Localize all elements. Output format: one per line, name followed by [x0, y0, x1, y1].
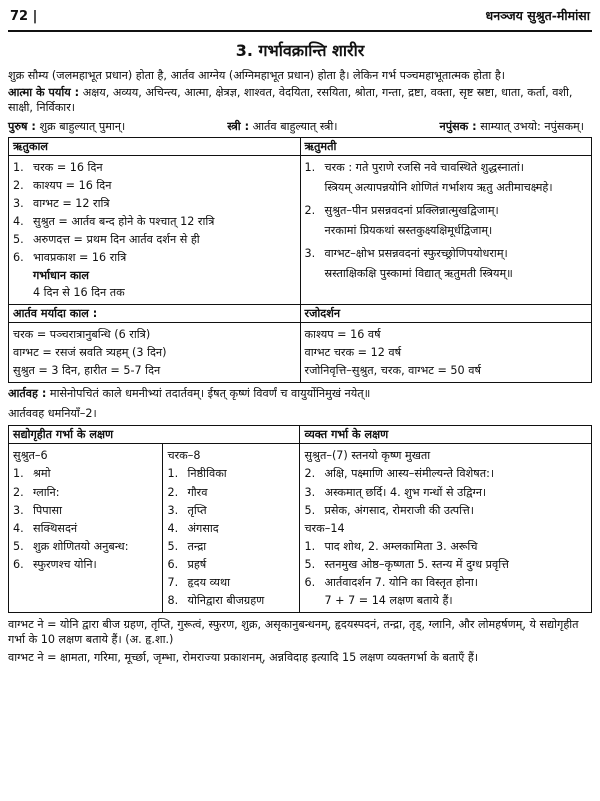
item-line: चरक : गते पुराणे रजसि नवे चावस्थिते शुद्धस्नातां। — [324, 160, 525, 174]
vyakt-garbha-head: व्यक्त गर्भा के लक्षण — [300, 426, 592, 444]
item-text — [33, 485, 158, 500]
item-number: 2. — [304, 203, 316, 217]
item-text — [325, 246, 588, 281]
item-line: अस्कमात् छर्दि। 4. शुभ गन्धों से उद्विग्न। — [324, 485, 487, 499]
item-line: पाद शोथ, 2. अम्लकामिता 3. अरूचि — [324, 539, 478, 553]
sushrut-lakshan-item — [13, 466, 158, 481]
artav-maryada-line: चरक = पञ्चरात्रानुबन्धि (6 रात्रि) — [13, 327, 151, 341]
item-text — [33, 521, 158, 536]
ritukal-item — [13, 196, 296, 211]
item-line: अक्षि, पक्ष्माणि आस्य–संमील्यन्ते विशेषत:। — [324, 467, 495, 481]
item-number: 4. — [13, 521, 24, 535]
intro-paragraph: शुक्र सौम्य (जलमहाभूत प्रधान) होता है, आर्तव आग्नेय (अग्निमहाभूत प्रधान) होता है। लेकिन गर्भ पञ्चमहाभूतात्मक होता है। — [8, 69, 506, 83]
atma-label: आत्मा के पर्याय : — [8, 86, 80, 100]
vyakt-sushrut-lakshan-item — [304, 466, 587, 481]
sushrut-lakshan-item — [13, 557, 158, 572]
item-text — [33, 178, 296, 193]
ritukal-item — [13, 160, 296, 175]
atma-text: अक्षय, अव्यय, अचिन्त्य, आत्मा, क्षेत्रज्ञ, शाश्वत, वेदयिता, रसयिता, श्रोता, गन्ता, द्रष्टा, वक्ता, सृष्ट स्रष्टा, धाता, कर्ता, वशी, साक्षी, निर्विकार। — [8, 86, 573, 115]
item-text — [324, 466, 587, 481]
rajodarshan-line: काश्यप = 16 वर्ष — [304, 327, 381, 341]
vyakt-sushrut-lakshan-item — [304, 485, 587, 500]
item-text — [324, 485, 587, 500]
item-number: 4. — [13, 215, 24, 229]
item-number: 6. — [13, 251, 24, 265]
chapter-title: 3. गर्भावक्रान्ति शारीर — [235, 40, 365, 60]
charak-lakshan-item — [167, 503, 295, 518]
ritukal-item — [13, 178, 296, 193]
item-text — [33, 214, 296, 229]
total-lakshan: 7 + 7 = 14 लक्षण बताये हैं। — [324, 594, 453, 608]
item-line: स्तनमुख ओष्ठ–कृष्णता 5. स्तन्य में दुग्ध प्रवृत्ति — [324, 557, 509, 571]
item-number: 5. — [304, 503, 316, 517]
item-number: 6. — [167, 557, 179, 571]
item-text — [33, 160, 296, 175]
artav-maryada-list — [9, 322, 301, 382]
item-number: 1. — [304, 539, 316, 553]
item-line: स्फुरणश्च योनि। — [33, 557, 97, 571]
item-line: काश्यप = 16 दिन — [33, 178, 112, 192]
item-number: 1. — [167, 467, 179, 481]
rajodarshan-line: वाग्भट चरक = 12 वर्ष — [304, 345, 402, 359]
garbha-lakshan-table — [8, 425, 592, 613]
item-text — [33, 232, 296, 247]
item-number: 7. — [167, 576, 179, 590]
item-text — [33, 250, 296, 265]
vyakt-col — [300, 444, 592, 613]
page — [8, 6, 592, 667]
sushrut-col-head: सुश्रुत–6 — [13, 449, 48, 463]
charak-col-head: चरक–8 — [167, 449, 201, 463]
charak-lakshan-item — [167, 466, 295, 481]
ritukal-table — [8, 137, 592, 305]
item-line: तन्द्रा — [187, 539, 207, 553]
ritukal-head: ऋतुकाल — [9, 137, 301, 155]
stri-text: आर्तव बाहुल्यात् स्त्री। — [252, 120, 338, 134]
item-text — [187, 539, 295, 554]
napunsak-label: नपुंसक : — [439, 120, 477, 134]
item-number: 5. — [13, 539, 24, 553]
item-number: 6. — [13, 557, 24, 571]
item-text — [187, 575, 295, 590]
sushrut-lakshan-item — [13, 521, 158, 536]
item-number: 3. — [13, 196, 24, 210]
artav-maryada-line: वाग्भट = रसजं स्रवति त्र्यहम् (3 दिन) — [13, 345, 167, 359]
item-line: आर्तवादर्शन 7. योनि का विस्तृत होना। — [324, 576, 479, 590]
item-text — [33, 503, 158, 518]
item-line: चरक = 16 दिन — [33, 160, 103, 174]
item-text — [33, 466, 158, 481]
item-number: 8. — [167, 594, 179, 608]
item-line-2: नरकामां प्रियकथां स्रस्तकुक्ष्यक्षिमूर्धद्विजाम्। — [324, 224, 493, 238]
item-line: प्रसेक, अंगसाद, रोमराजी की उत्पत्ति। — [324, 503, 474, 517]
ritumati-item — [305, 203, 588, 238]
item-line-2: स्त्रियम् अत्यापन्नयोनि शोणितं गर्भाशय ऋतु अतीमाचक्ष्महे। — [324, 180, 553, 194]
footer-line-1: वाग्भट ने = योनि द्वारा बीज ग्रहण, तृप्ति, गुरूत्वं, स्फुरण, शुक्र, असृकानुबन्धनम्, हृदयस्पदनं, तन्द्रा, तृड्, ग्लानि, और लोमहर्षणम्, ये सद्योगृहीत गर्भा के 10 लक्षण बताये हैं। (अ. हृ.शा.) — [8, 618, 579, 647]
item-number: 5. — [304, 557, 316, 571]
item-number: 3. — [167, 503, 179, 517]
garbhadhan-value: 4 दिन से 16 दिन तक — [33, 286, 125, 300]
item-line: गौरव — [187, 485, 208, 499]
stri-label: स्त्री : — [227, 120, 250, 134]
item-text — [33, 557, 158, 572]
sushrut-lakshan-item — [13, 503, 158, 518]
item-text — [33, 196, 296, 211]
item-line: सक्थिसदनं — [33, 521, 78, 535]
artavah-dhamani: आर्तववह धमनियाँ–2। — [8, 407, 97, 421]
item-number: 5. — [167, 539, 179, 553]
charak-14-head: चरक–14 — [304, 521, 345, 535]
item-line: पिपासा — [33, 503, 62, 517]
item-text — [187, 557, 295, 572]
artavah-line — [8, 386, 592, 401]
napunsak-text: साम्यात् उभयो: नपुंसकम्। — [480, 120, 584, 134]
ritumati-item — [305, 246, 588, 281]
item-line: वाग्भट–क्षोभ प्रसन्नवदनां स्फुरच्छ्रोणिपयोधराम्। — [324, 247, 508, 261]
vyakt-charak-lakshan-item — [304, 575, 587, 590]
item-line: हृदय व्यथा — [187, 576, 230, 590]
atma-paryay — [8, 85, 592, 115]
item-text — [187, 593, 295, 608]
item-line: शुक्र शोणितयो अनुबन्ध: — [33, 539, 129, 553]
item-number: 3. — [304, 247, 316, 261]
item-number: 2. — [167, 485, 179, 499]
item-number: 2. — [13, 178, 24, 192]
page-number: 72 | — [10, 9, 38, 24]
item-number: 2. — [13, 485, 24, 499]
item-line: भावप्रकाश = 16 रात्रि — [33, 251, 127, 265]
charak-lakshan-item — [167, 539, 295, 554]
item-line: सुश्रुत–पीन प्रसन्नवदनां प्रक्लिन्नात्मुखद्विजाम्। — [324, 203, 499, 217]
ritukal-item — [13, 250, 296, 265]
charak-lakshan-item — [167, 593, 295, 608]
artav-maryada-head: आर्तव मर्यादा काल : — [9, 305, 301, 323]
item-text — [187, 466, 295, 481]
item-text — [187, 485, 295, 500]
item-line: तृप्ति — [187, 503, 207, 517]
item-text — [324, 557, 587, 572]
item-text — [187, 503, 295, 518]
item-number: 2. — [304, 467, 316, 481]
sushrut-lakshan-item — [13, 485, 158, 500]
vyakt-charak-lakshan-item — [304, 539, 587, 554]
vyakt-sushrut-lakshan-item — [304, 503, 587, 518]
item-number: 4. — [167, 521, 179, 535]
sushrut-lakshan-item — [13, 539, 158, 554]
purush-label: पुरुष : — [8, 120, 36, 134]
item-text — [324, 575, 587, 590]
item-text — [325, 160, 588, 195]
item-line: सुश्रुत = आर्तव बन्द होने के पश्चात् 12 रात्रि — [33, 215, 215, 229]
item-text — [33, 539, 158, 554]
page-header — [8, 6, 592, 32]
gender-row — [8, 117, 592, 136]
item-number: 6. — [304, 576, 316, 590]
book-title: धनञ्जय सुश्रुत-मीमांसा — [485, 8, 590, 24]
item-line: अंगसाद — [187, 521, 219, 535]
artavah-text: मासेनोपचितं काले धमनीभ्यां तदार्तवम्। ईषत् कृष्णं विवर्णं च वायुर्योनिमुखं नयेत्॥ — [49, 387, 371, 400]
charak-lakshan-item — [167, 521, 295, 536]
item-line: श्रमो — [33, 467, 51, 481]
charak-col — [163, 444, 300, 613]
stri — [227, 119, 337, 134]
item-text — [325, 203, 588, 238]
item-number: 1. — [304, 160, 316, 174]
rajodarshan-line: रजोनिवृत्ति–सुश्रुत, चरक, वाग्भट = 50 वर्ष — [304, 363, 481, 377]
charak-lakshan-item — [167, 575, 295, 590]
ritumati-head: ऋतुमती — [300, 137, 592, 155]
item-number: 1. — [13, 467, 24, 481]
item-number: 1. — [13, 160, 24, 174]
item-line: योनिद्वारा बीजग्रहण — [187, 594, 265, 608]
footer-line-2: वाग्भट ने = क्षामता, गरिमा, मूर्च्छा, जृम्भा, रोमराज्या प्रकाशनम्, अन्नविदाह इत्यादि 15 लक्षण व्यक्तगर्भा के बताएँ हैं। — [8, 650, 479, 664]
item-text — [324, 503, 587, 518]
item-line: ग्लानि: — [33, 485, 60, 499]
item-number: 5. — [13, 233, 24, 247]
artav-maryada-line: सुश्रुत = 3 दिन, हारीत = 5-7 दिन — [13, 363, 161, 377]
vyakt-charak-lakshan-item — [304, 557, 587, 572]
item-text — [324, 539, 587, 554]
item-number: 3. — [304, 485, 316, 499]
garbhadhan-label: गर्भाधान काल — [33, 269, 90, 283]
item-number: 3. — [13, 503, 24, 517]
vyakt-col-head: सुश्रुत–(7) स्तनयो कृष्ण मुखता — [304, 449, 431, 463]
purush — [8, 119, 125, 134]
purush-text: शुक्र बाहुल्यात् पुमान्। — [39, 120, 126, 134]
ritumati-list — [300, 155, 592, 304]
artav-maryada-table — [8, 305, 592, 383]
item-line: निष्ठीविका — [187, 467, 227, 481]
ritumati-item — [305, 160, 588, 195]
charak-lakshan-item — [167, 485, 295, 500]
ritukal-item — [13, 232, 296, 247]
sadyogrihit-head: सद्योगृहीत गर्भा के लक्षण — [9, 426, 300, 444]
item-line-2: स्रस्ताक्षिकक्षि पुस्कामां विद्यात् ऋतुमती स्त्रियम्॥ — [324, 267, 513, 281]
artavah-label: आर्तवह : — [8, 387, 47, 400]
rajodarshan-list — [300, 322, 592, 382]
ritukal-item — [13, 214, 296, 229]
item-line: वाग्भट = 12 रात्रि — [33, 196, 110, 210]
rajodarshan-head: रजोदर्शन — [300, 305, 592, 323]
napunsak — [440, 119, 584, 134]
item-line: प्रहर्ष — [187, 557, 207, 571]
item-text — [187, 521, 295, 536]
sushrut-col — [9, 444, 163, 613]
item-line: अरुणदत्त = प्रथम दिन आर्तव दर्शन से ही — [33, 233, 200, 247]
charak-lakshan-item — [167, 557, 295, 572]
ritukal-list — [9, 155, 301, 304]
